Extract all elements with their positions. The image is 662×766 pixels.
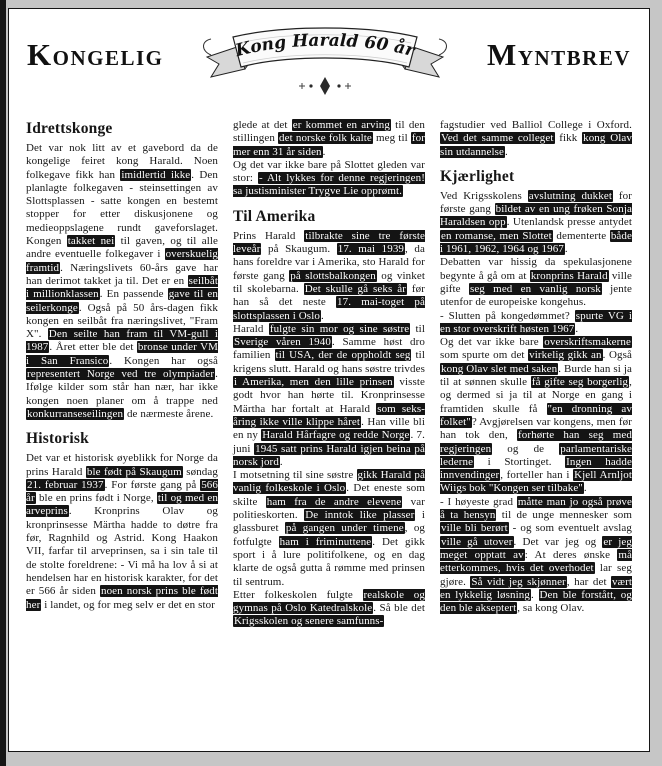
highlighted-text: overskuelig framtid (26, 248, 218, 274)
paragraph: Harald fulgte sin mor og sine søstre til Sverige våren 1940. Samme høst dro familien til USA, der de oppholdt seg til krigens slutt. Harald og hans søstre trivdes i Amerika, men den lille prinsen visste godt hvor han hørte til. Kronprinsesse Märtha har fortalt at Harald som seks-åring ikke ville klippe håret. Han ville bli en ny Harald Hårfagre og redde Norge. 7. juni 1945 satt prins Harald igjen beina på norsk jord. (233, 322, 425, 468)
paragraph: Prins Harald tilbrakte sine tre første leveår på Skaugum. 17. mai 1939, da hans foreldre var i Amerika, sto Harald for første gang på slottsbalkongen og vinket til skolebarna. Det skulle gå seks år før han så det neste 17. mai-toget på slottsplassen i Oslo. (233, 229, 425, 322)
highlighted-text: ville bli berørt (441, 522, 508, 535)
ribbon-icon (199, 21, 451, 105)
highlighted-text: må etterkommes, hvis det overhodet (440, 548, 632, 575)
highlighted-text: 17. mai-toget på slottsplassen i Oslo (233, 296, 425, 322)
ornament-icon (299, 77, 351, 95)
highlighted-text: bronse under VM i San Fransico (26, 341, 218, 367)
highlighted-text: kong Olav slet med saken (441, 362, 558, 375)
highlighted-text: Ingen hadde innvendinger (440, 455, 632, 482)
paragraph: - I høyeste grad måtte man jo også prøve å ta hensyn til de unge mennesker som ville bli berørt - og som eventuelt avslag ville gå utover. Det var jeg og er jeg meget opptatt av: At deres ønske må etterkommes, hvis det overhodet lar seg gjøre. Så vidt jeg skjønner, har det vært en lykkelig løsning. Den ble forstått, og den ble akseptert, sa kong Olav. (440, 495, 632, 615)
highlighted-text: ble født på Skaugum (86, 465, 182, 478)
highlighted-text: 21. februar 1937 (27, 478, 104, 491)
highlighted-text: som seks-åring ikke ville klippe håret (233, 402, 425, 428)
highlighted-text: ville gå utover (441, 535, 513, 548)
highlighted-text: en romanse, men Slottet (441, 229, 552, 242)
highlighted-text: Det skulle gå seks år (304, 282, 406, 295)
highlighted-text: 1945 satt prins Harald igjen beina på norsk jord (233, 442, 425, 468)
highlighted-text: få gifte seg borgerlig (531, 376, 629, 389)
highlighted-text: overskriftsmakerne (544, 336, 631, 349)
highlighted-text: realskole og gymnas på Oslo Katedralskole (233, 588, 425, 615)
highlighted-text: er kommet en arving (292, 119, 390, 131)
highlighted-text: takket nei (67, 235, 115, 248)
highlighted-text: bildet av en ung frøken Sonja Haraldsen opp (440, 203, 632, 229)
highlighted-text: 566 år (26, 478, 218, 505)
paragraph: Etter folkeskolen fulgte realskole og gymnas på Oslo Katedralskole. Så ble det Krigsskolen og senere samfunns- (233, 588, 425, 628)
highlighted-text: seilbåt i millionklassen (26, 274, 218, 301)
paragraph: glede at det er kommet en arving til den stillingen det norske folk kalte meg til for mer enn 31 år siden. (233, 119, 425, 158)
highlighted-text: seg med en vanlig norsk (469, 282, 601, 295)
text-column (233, 119, 425, 729)
highlighted-text: vært en lykkelig løsning (440, 575, 632, 601)
highlighted-text: konkurranseseilingen (27, 407, 124, 420)
banner-text: Kong Harald 60 år (233, 30, 417, 62)
highlighted-text: Harald Hårfagre og redde Norge (262, 429, 410, 442)
highlighted-text: avslutning dukket (528, 189, 612, 202)
paragraph: - Slutten på kongedømmet? spurte VG i en stor overskrift høsten 1967. (440, 309, 632, 335)
highlighted-text: måtte man jo også prøve å ta hensyn (440, 495, 632, 522)
highlighted-text: Den seilte han fram til VM-gull i 1987 (26, 328, 219, 354)
highlighted-text: Krigsskolen og senere samfunns- (234, 615, 384, 628)
masthead-header (9, 9, 649, 105)
section-heading: Idrettskonge (26, 120, 113, 137)
highlighted-text: Den ble forstått, og den ble akseptert (440, 588, 632, 615)
highlighted-text: kong Olav sin utdannelse (440, 132, 632, 158)
section-heading: Historisk (26, 430, 89, 448)
paragraph: fagstudier ved Balliol College i Oxford. Ved det samme colleget fikk kong Olav sin utdannelse. (440, 119, 632, 158)
highlighted-text: til USA, der de oppholdt seg (275, 349, 411, 362)
page-title-left: KONGELIG (27, 37, 164, 72)
highlighted-text: noen norsk prins ble født her (26, 585, 218, 611)
highlighted-text: for mer enn 31 år siden (233, 132, 425, 158)
text-column (26, 119, 218, 729)
columns (9, 105, 649, 729)
highlighted-text: - Alt lykkes for denne regjeringen! sa justisminister Trygve Lie opprømt. (233, 172, 426, 198)
highlighted-text: Så vidt jeg skjønner (471, 575, 566, 588)
highlighted-text: representert Norge ved tre olympiader (27, 368, 215, 381)
highlighted-text: De inntok like plasser (305, 509, 415, 522)
section-heading: Kjærlighet (440, 167, 515, 185)
highlighted-text: i Amerika, men den lille prinsen (234, 376, 393, 389)
highlighted-text: virkelig gikk an (529, 349, 602, 362)
paragraph: Ved Krigsskolens avslutning dukket for første gang bildet av en ung frøken Sonja Haraldsen opp. Utenlandsk presse antydet en romanse, men Slottet dementerte både i 1961, 1962, 1964 og 1967. (440, 189, 632, 256)
scan-edge-left (0, 0, 6, 766)
highlighted-text: er jeg meget opptatt av (440, 535, 632, 561)
paragraph: Det var nok litt av et gavebord da de kongelige feiret kong Harald. Noen folkegave fikk han imidlertid ikke. Den planlagte folkegaven - steinsettingen av Slottsplassen - satte kongen en bestemt stopper for etter diskusjonene og medieoppslagene rundt gaveforslaget. Kongen takket nei til gaven, og til alle andre eventuelle folkegaver i overskuelig framtid. Næringslivets 60-års gave har han derimot takket ja til. Det er en seilbåt i millionklassen. En passende gave til en seilerkonge. Også på 50 års-dagen fikk kongen en seilbåt fra næringslivet, "Fram X". Den seilte han fram til VM-gull i 1987. Året etter ble det bronse under VM i San Fransico. Kongen har også representert Norge ved tre olympiader. Ifølge kilder som står han nær, har ikke kongen noen planer om å trappe ned konkurranseseilingen de nærmeste årene. (26, 142, 219, 420)
highlighted-text: imidlertid ikke (121, 168, 191, 181)
highlighted-text: det norske folk kalte (279, 132, 372, 145)
highlighted-text: til og med en arveprins (26, 492, 219, 518)
paragraph: Og det var ikke bare på Slottet gleden var stor: - Alt lykkes for denne regjeringen! sa justisminister Trygve Lie opprømt. (233, 158, 426, 198)
paragraph: Debatten var hissig da spekulasjonene begynte å gå om at kronprins Harald ville gifte seg med en vanlig norsk jente utenfor de europeiske kongehus. (440, 256, 632, 309)
highlighted-text: ham fra de andre elevene (266, 495, 402, 508)
paragraph: Det var et historisk øyeblikk for Norge da prins Harald ble født på Skaugum søndag 21. februar 1937. For første gang på 566 år ble en prins født i Norge, til og med en arveprins. Kronprins Olav og kronprinsesse Märtha hadde to døtre fra før, Ragnhild og Astrid. Kong Haakon VII, farfar til arveprinsen, sa i sin tale til de stolte foreldrene: - Vi må ha lov å si at hendelsen har en historisk karakter, for det er 566 år siden noen norsk prins ble født her i landet, og for meg selv er det en stor (26, 452, 219, 611)
highlighted-text: Ved det samme colleget (441, 132, 554, 145)
highlighted-text: "en dronning av folket" (440, 402, 632, 428)
highlighted-text: kronprins Harald (530, 269, 608, 282)
highlighted-text: 17. mai 1939 (337, 243, 405, 256)
newsletter-page (8, 8, 650, 752)
highlighted-text: Sverige våren 1940 (234, 336, 331, 349)
highlighted-text: ham i friminuttene (279, 535, 372, 548)
paragraph: I motsetning til sine søstre gikk Harald på vanlig folkeskole i Oslo. Det eneste som skilte ham fra de andre elevene var politieskorten. De inntok like plasser i glassburet på gangen under timene, og fotfulgte ham i friminuttene. Det gikk sport i å lure politifolkene, og en dag klarte de også gutta å rømme med prinsen til sentrum. (233, 469, 426, 588)
text-column (440, 119, 632, 729)
banner-ribbon (199, 21, 451, 110)
highlighted-text: tilbrakte sine tre første leveår (233, 229, 425, 256)
highlighted-text: fulgte sin mor og sine søstre (269, 322, 410, 335)
page-title-right: MYNTBREV (487, 37, 631, 72)
highlighted-text: parlamentariske lederne (440, 442, 632, 468)
highlighted-text: spurte VG i en stor overskrift høsten 1967 (440, 309, 632, 335)
highlighted-text: på slottsbalkongen (290, 269, 376, 282)
highlighted-text: både i 1961, 1962, 1964 og 1967 (440, 229, 632, 256)
highlighted-text: på gangen under timene (285, 522, 404, 535)
highlighted-text: forhørte han seg med regjeringen (440, 429, 632, 455)
section-heading: Til Amerika (233, 207, 316, 225)
paragraph: Og det var ikke bare overskriftsmakerne som spurte om det virkelig gikk an. Også kong Olav slet med saken. Burde han si ja til at sønnen skulle få gifte seg borgerlig, og dermed si ja til at Norge en gang i framtiden skulle få "en dronning av folket"? Avgjørelsen var kongens, men før han tok den, forhørte han seg med regjeringen og de parlamentariske lederne i Stortinget. Ingen hadde innvendinger, forteller han i Kjell Arnljot Wiigs bok "Kongen ser tilbake". (440, 336, 632, 495)
highlighted-text: Kjell Arnljot Wiigs bok "Kongen ser tilbake" (440, 469, 632, 495)
highlighted-text: gave til en seilerkonge (26, 288, 218, 314)
highlighted-text: gikk Harald på vanlig folkeskole i Oslo (233, 469, 425, 495)
